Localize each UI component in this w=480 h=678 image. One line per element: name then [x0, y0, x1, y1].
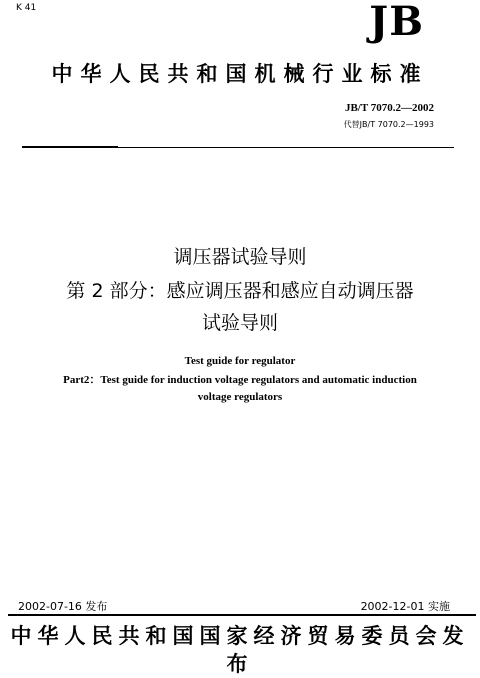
replaces-standard: 代替JB/T 7070.2—1993 [343, 120, 434, 129]
title-line-2: 第 2 部分：感应调压器和感应自动调压器 [66, 280, 414, 302]
footer-rule [8, 614, 476, 616]
english-title-line-3: voltage regulators [197, 391, 283, 403]
standard-number: JB/T 7070.2—2002 [344, 102, 434, 114]
title-line-1: 调压器试验导则 [173, 246, 307, 268]
header-rule [22, 147, 454, 148]
jb-logo: JB [369, 0, 424, 45]
publisher-line: 中华人民共和国国家经济贸易委员会发布 [10, 624, 470, 676]
english-title-line-1: Test guide for regulator [184, 355, 296, 367]
implementation-date: 2002-12-01 实施 [360, 600, 450, 613]
release-date: 2002-07-16 发布 [18, 600, 108, 613]
industry-standard-heading: 中华人民共和国机械行业标准 [51, 62, 429, 86]
classification-code: K 41 [16, 3, 37, 13]
title-line-3: 试验导则 [201, 312, 278, 334]
english-title-line-2: Part2：Test guide for induction voltage regulators and automatic induction [63, 374, 417, 386]
